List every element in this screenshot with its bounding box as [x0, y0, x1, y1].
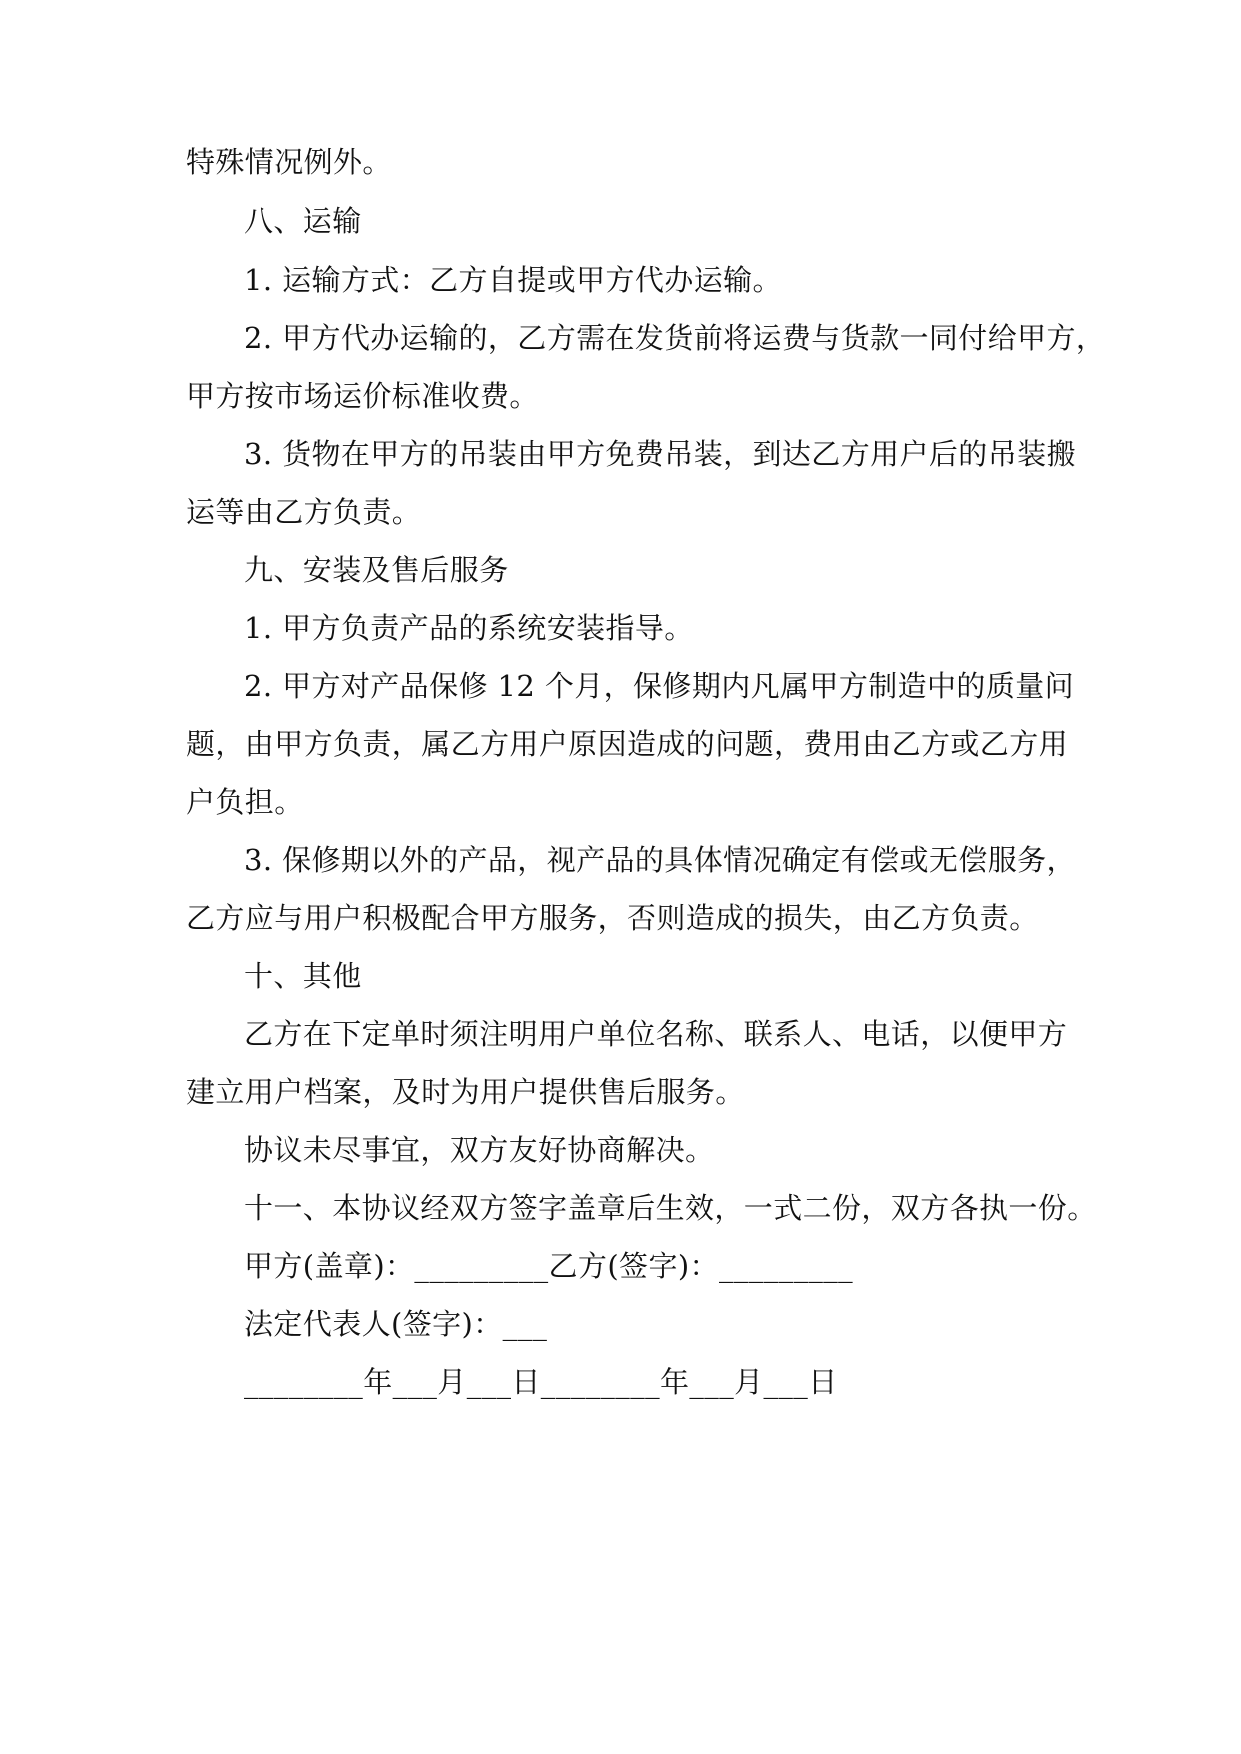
paragraph-line: 2. 甲方对产品保修 12 个月，保修期内凡属甲方制造中的质量问 — [244, 669, 1075, 703]
date-line: ________年___月___日________年___月___日 — [244, 1365, 838, 1399]
paragraph-line: 乙方在下定单时须注明用户单位名称、联系人、电话，以便甲方 — [244, 1017, 1068, 1051]
paragraph-line: 户负担。 — [186, 785, 304, 819]
section-heading: 八、运输 — [244, 204, 362, 238]
section-heading: 十、其他 — [244, 959, 362, 993]
signature-line-legal-rep: 法定代表人(签字)：___ — [244, 1307, 548, 1341]
paragraph-line: 十一、本协议经双方签字盖章后生效，一式二份，双方各执一份。 — [244, 1191, 1097, 1225]
paragraph-line: 3. 保修期以外的产品，视产品的具体情况确定有偿或无偿服务， — [244, 843, 1076, 877]
paragraph-line: 2. 甲方代办运输的，乙方需在发货前将运费与货款一同付给甲方， — [244, 321, 1106, 355]
paragraph-line: 运等由乙方负责。 — [186, 495, 422, 529]
paragraph-line: 3. 货物在甲方的吊装由甲方免费吊装，到达乙方用户后的吊装搬 — [244, 437, 1076, 471]
paragraph-line: 甲方按市场运价标准收费。 — [186, 379, 539, 413]
paragraph-line: 协议未尽事宜，双方友好协商解决。 — [244, 1133, 715, 1167]
paragraph-line: 1. 运输方式：乙方自提或甲方代办运输。 — [244, 263, 782, 297]
signature-line-parties: 甲方(盖章)：_________乙方(签字)：_________ — [244, 1249, 854, 1283]
paragraph-line: 建立用户档案，及时为用户提供售后服务。 — [186, 1075, 745, 1109]
paragraph-line: 特殊情况例外。 — [186, 145, 392, 179]
section-heading: 九、安装及售后服务 — [244, 553, 509, 587]
paragraph-line: 1. 甲方负责产品的系统安装指导。 — [244, 611, 694, 645]
paragraph-line: 题，由甲方负责，属乙方用户原因造成的问题，费用由乙方或乙方用 — [186, 727, 1069, 761]
paragraph-line: 乙方应与用户积极配合甲方服务，否则造成的损失，由乙方负责。 — [186, 901, 1039, 935]
